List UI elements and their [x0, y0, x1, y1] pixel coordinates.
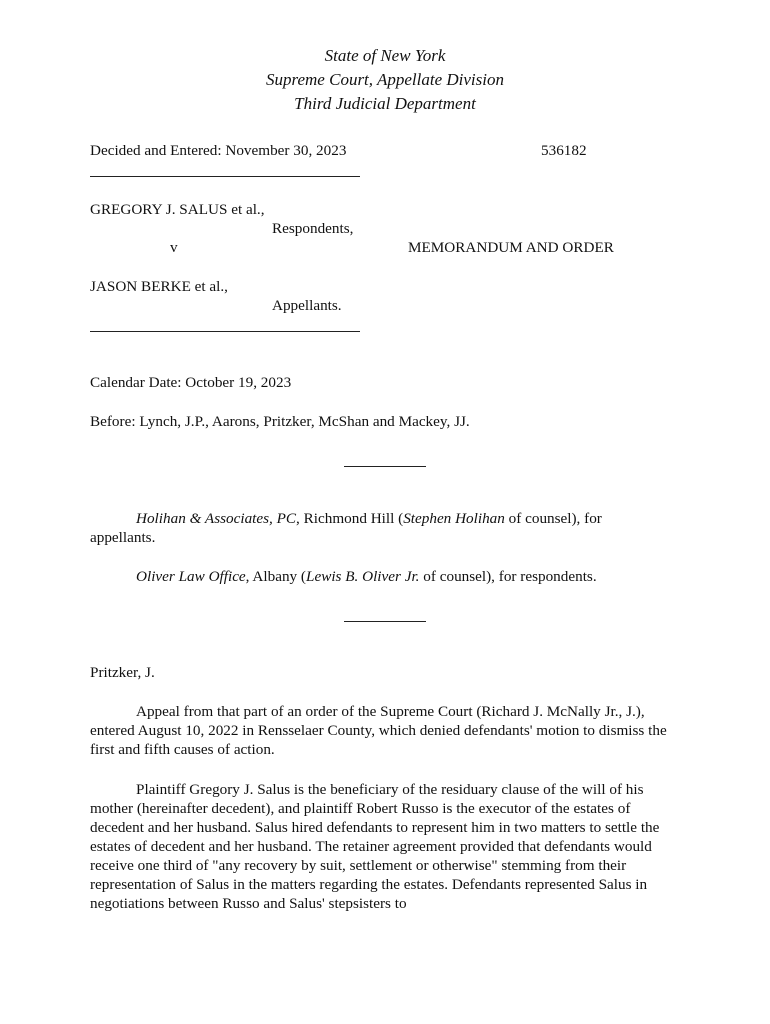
caption-rule-bottom — [90, 331, 360, 332]
decided-entered-date: Decided and Entered: November 30, 2023 — [90, 142, 347, 159]
document-type: MEMORANDUM AND ORDER — [408, 239, 614, 256]
court-division: Supreme Court, Appellate Division — [266, 70, 504, 89]
section-divider — [344, 466, 426, 467]
appellants-lawyer: Stephen Holihan — [403, 510, 505, 527]
court-name: State of New York — [324, 46, 446, 65]
versus: v — [170, 239, 178, 256]
body-paragraph: Plaintiff Gregory J. Salus is the beneficiary of the residuary clause of the will of his mother (hereinafter decedent), and plaintiff Robert Russo is the executor of the estates of decedent and her husband. Salus hired defendants to represent him in two matters to settle the estates of decedent and her husband. The retainer agreement provided that defendants would receive one third of "any recovery by suit, settlement or otherwise" stemming from their representation of Salus in the matters regarding the estates. Defendants represented Salus in negotiations between Russo and Salus' stepsisters to — [90, 781, 660, 912]
case-number: 536182 — [541, 142, 587, 159]
defendant-role: Appellants. — [272, 297, 342, 314]
respondents-lawyer: Lewis B. Oliver Jr. — [306, 568, 420, 585]
caption-rule-top — [90, 176, 360, 177]
court-department: Third Judicial Department — [294, 94, 476, 113]
body-paragraph: Appeal from that part of an order of the Supreme Court (Richard J. McNally Jr., J.), entered August 10, 2022 in Rensselaer County, which denied defendants' motion to dismiss the first and fifth causes of action. — [90, 703, 667, 758]
plaintiff-role: Respondents, — [272, 220, 354, 237]
counsel-appellants: Holihan & Associates, PC, Richmond Hill (Stephen Holihan of counsel), for appellants. — [90, 510, 602, 546]
section-divider — [344, 621, 426, 622]
defendant-name: JASON BERKE et al., — [90, 278, 228, 295]
panel-judges: Before: Lynch, J.P., Aarons, Pritzker, McShan and Mackey, JJ. — [90, 413, 470, 430]
calendar-date: Calendar Date: October 19, 2023 — [90, 374, 292, 391]
counsel-respondents: Oliver Law Office, Albany (Lewis B. Oliver Jr. of counsel), for respondents. — [136, 568, 597, 585]
appellants-firm: Holihan & Associates, PC — [136, 510, 297, 527]
opinion-author: Pritzker, J. — [90, 664, 155, 681]
plaintiff-name: GREGORY J. SALUS et al., — [90, 201, 265, 218]
respondents-firm: Oliver Law Office — [136, 568, 246, 585]
